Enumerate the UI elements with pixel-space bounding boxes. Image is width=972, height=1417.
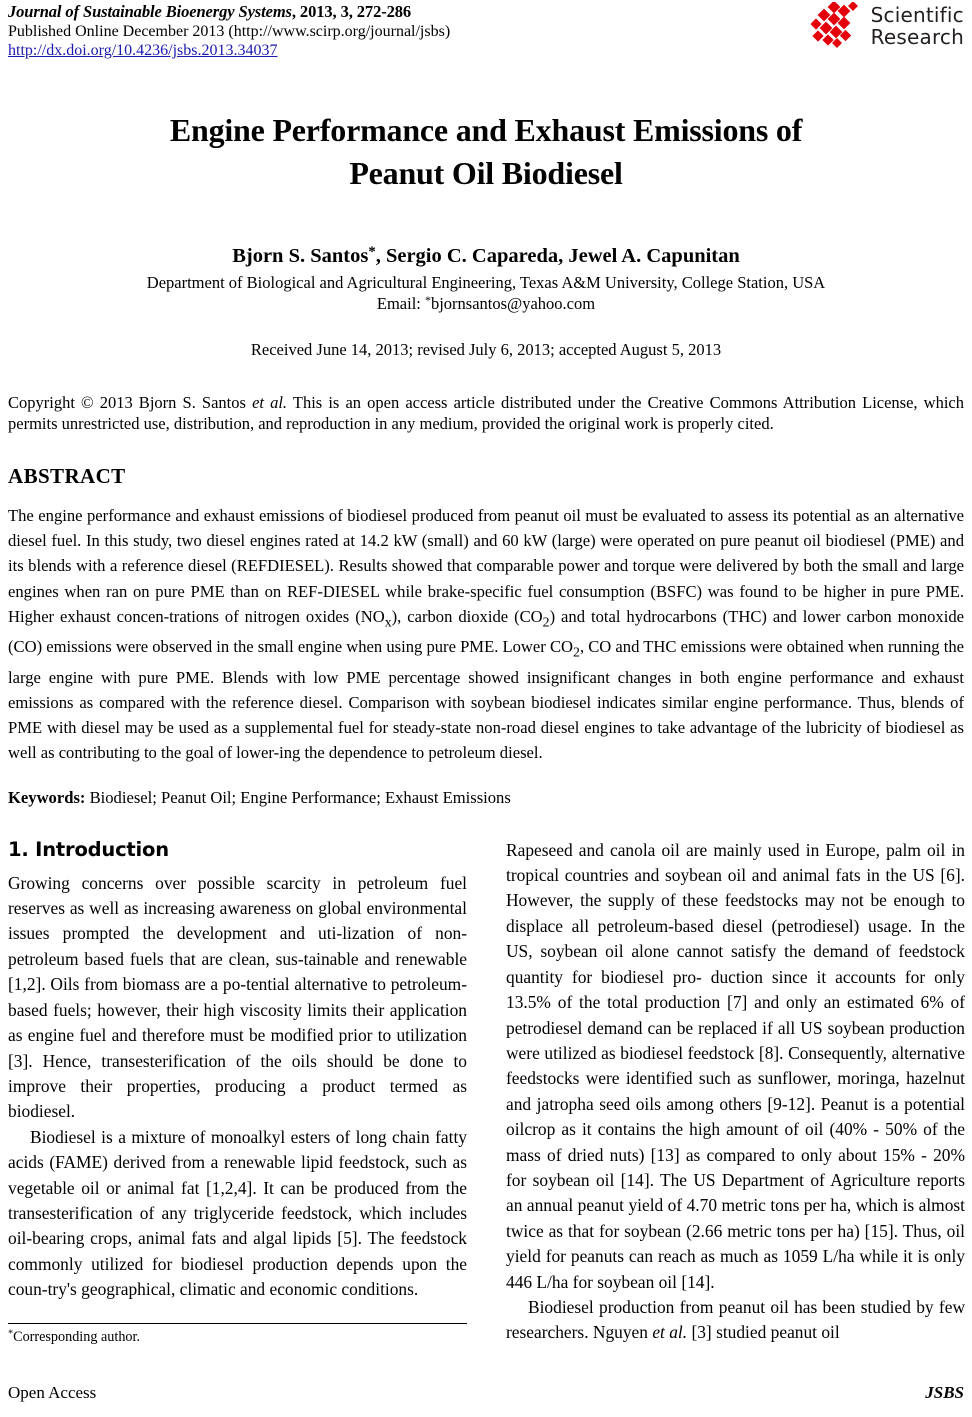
abstract-subscript-2a: 2 (542, 614, 550, 630)
publisher-logo (811, 2, 964, 50)
page-footer (8, 1383, 964, 1403)
copyright-etal: et al. (252, 393, 288, 412)
paragraph-intro-4-pre: Biodiesel production from peanut oil has been studied by few researchers. Nguyen (506, 1296, 965, 1343)
masthead (8, 0, 964, 62)
copyright-notice (8, 393, 964, 434)
paragraph-intro-4 (506, 1295, 965, 1346)
author-first: Bjorn S. Santos (232, 245, 369, 267)
publisher-name-line1: Scientific (870, 3, 964, 27)
open-access-label: Open Access (8, 1383, 97, 1402)
affiliation: Department of Biological and Agricultural Engineering, Texas A&M University, College Station, USA (146, 273, 826, 292)
footnote-star-marker: * (8, 1328, 14, 1340)
scientific-research-diamond-logo-icon (811, 2, 865, 50)
section-heading-introduction: 1. Introduction (8, 837, 169, 861)
footnote-text (8, 1328, 467, 1346)
abstract-part-4: , CO and THC emissions were obtained when running the large engine with pure PME. Blends with low PME percentage showed insignificant changes in both engine performance and exhaust emissions as compared with the reference diesel. Comparison with soybean biodiesel indicates similar engine performance. Thus, blends of PME with diesel may be used as a supplemental fuel for steady-state non-road diesel engines to take advantage of the lubricity of biodiesel as well as contributing to the goal of lower-ing the dependence to petroleum diesel. (8, 637, 964, 763)
abstract-heading: ABSTRACT (8, 464, 126, 488)
doi-link[interactable]: http://dx.doi.org/10.4236/jsbs.2013.34037 (8, 42, 278, 59)
paragraph-intro-3: Rapeseed and canola oil are mainly used in Europe, palm oil in tropical countries and soybean oil and animal fats in the US [6]. However, the supply of these feedstocks may not be enough to displace all petroleum-based diesel (petrodiesel) usage. In the US, soybean oil alone cannot satisfy the demand of feedstock quantity for biodiesel pro- duction since it accounts for only 13.5% of the total production [7] and only an estimated 6% of petrodiesel demand can be replaced if all US soybean production were utilized as biodiesel feedstock [8]. Consequently, alternative feedstocks were identified such as sunflower, moringa, hazelnut and jatropha seed oils among others [9-12]. Peanut is a potential oilcrop as it contains the high amount of oil (40% - 50% of the mass of dried nuts) [13] as compared to only about 15% - 20% for soybean oil [14]. The US Department of Agriculture reports an annual peanut yield of 4.70 metric tons per ha, which is almost twice as that for soybean (2.66 metric tons per ha) [15]. Thus, oil yield for peanuts can reach as much as 1059 L/ha while it is only 446 L/ha for soybean oil [14]. (506, 839, 965, 1292)
submission-dates: Received June 14, 2013; revised July 6, 2013; accepted August 5, 2013 (250, 340, 722, 359)
footnote-label: Corresponding author. (13, 1328, 140, 1345)
copyright-text-pre: Copyright © 2013 Bjorn S. Santos (8, 393, 253, 412)
keywords-value: Biodiesel; Peanut Oil; Engine Performance; Exhaust Emissions (85, 787, 511, 807)
title-line-1: Engine Performance and Exhaust Emissions of (169, 112, 803, 148)
title-line-2: Peanut Oil Biodiesel (349, 155, 623, 191)
email-line (8, 293, 964, 314)
abstract-subscript-2b: 2 (573, 644, 580, 660)
journal-abbreviation: JSBS (925, 1383, 964, 1402)
keywords-line (8, 786, 964, 810)
paragraph-intro-1: Growing concerns over possible scarcity in petroleum fuel reserves as well as increasing awareness on global environmental issues prompted the development and uti-lization of non-petroleum based fuels that are clean, sus-tainable and renewable [1,2]. Oils from biomass are a po-tential alternative to petroleum-based fuels; however, their high viscosity limits their application as engine fuel and therefore must be modified prior to utilization [3]. Hence, transesterification of the oils should be done to improve their properties, producing a product termed as biodiesel. (8, 872, 467, 1122)
footnote-block (8, 1323, 467, 1346)
author-list (8, 243, 964, 269)
abstract-text (8, 503, 964, 766)
body-columns (8, 838, 964, 1346)
journal-title: Journal of Sustainable Bioenergy Systems (8, 2, 292, 21)
publisher-name-line2: Research (870, 25, 964, 49)
keywords-label: Keywords: (8, 787, 86, 807)
email-address: bjornsantos@yahoo.com (430, 294, 596, 313)
journal-title-line (8, 2, 450, 22)
published-online-line: Published Online December 2013 (http://www.scirp.org/journal/jsbs) (8, 22, 451, 40)
abstract-part-1: The engine performance and exhaust emissions of biodiesel produced from peanut oil must be evaluated to assess its potential as an alternative diesel fuel. In this study, two diesel engines rated at 14.2 kW (small) and 60 kW (large) were operated on pure peanut oil biodiesel (PME) and its blends with a reference diesel (REFDIESEL). Results showed that comparable power and torque were delivered by both the small and large engines when ran on pure PME than on REF-DIESEL while brake-specific fuel consumption (BSFC) was found to be higher in pure PME. Higher exhaust concen-trations of nitrogen oxides (NO (8, 506, 964, 626)
author-rest: , Sergio C. Capareda, Jewel A. Capunitan (375, 245, 740, 267)
abstract-part-3: ) and total hydrocarbons (THC) and lower carbon monoxide (CO) emissions were observed in the small engine when using pure PME. Lower CO (8, 606, 964, 657)
right-column (506, 838, 965, 1346)
email-label: Email: (376, 294, 426, 313)
corresponding-author-marker: * (368, 243, 376, 260)
masthead-text-block (8, 2, 450, 61)
footnote-divider (8, 1323, 467, 1324)
paragraph-intro-4-etal: et al. (652, 1322, 688, 1343)
page-title (48, 109, 924, 195)
abstract-subscript-x: x (384, 614, 392, 630)
copyright-text-post: This is an open access article distributed under the Creative Commons Attribution License, which permits unrestricted use, distribution, and reproduction in any medium, provided the original work is properly cited. (8, 393, 964, 433)
paragraph-intro-2: Biodiesel is a mixture of monoalkyl esters of long chain fatty acids (FAME) derived from a renewable lipid feedstock, such as vegetable oil or animal fat [1,2,4]. It can be produced from the transesterification of any triglyceride feedstock, which includes oil-bearing crops, animal fats and algal lipids [5]. The feedstock commonly utilized for biodiesel production depends upon the coun-try's geographical, climatic and economic conditions. (8, 1126, 467, 1300)
left-column (8, 838, 467, 1346)
paragraph-intro-4-post: [3] studied peanut oil (687, 1322, 840, 1343)
publisher-name (871, 4, 964, 48)
email-star-marker: * (425, 293, 431, 308)
abstract-part-2: ), carbon dioxide (CO (391, 606, 543, 626)
journal-volume-info: , 2013, 3, 272-286 (291, 2, 412, 21)
